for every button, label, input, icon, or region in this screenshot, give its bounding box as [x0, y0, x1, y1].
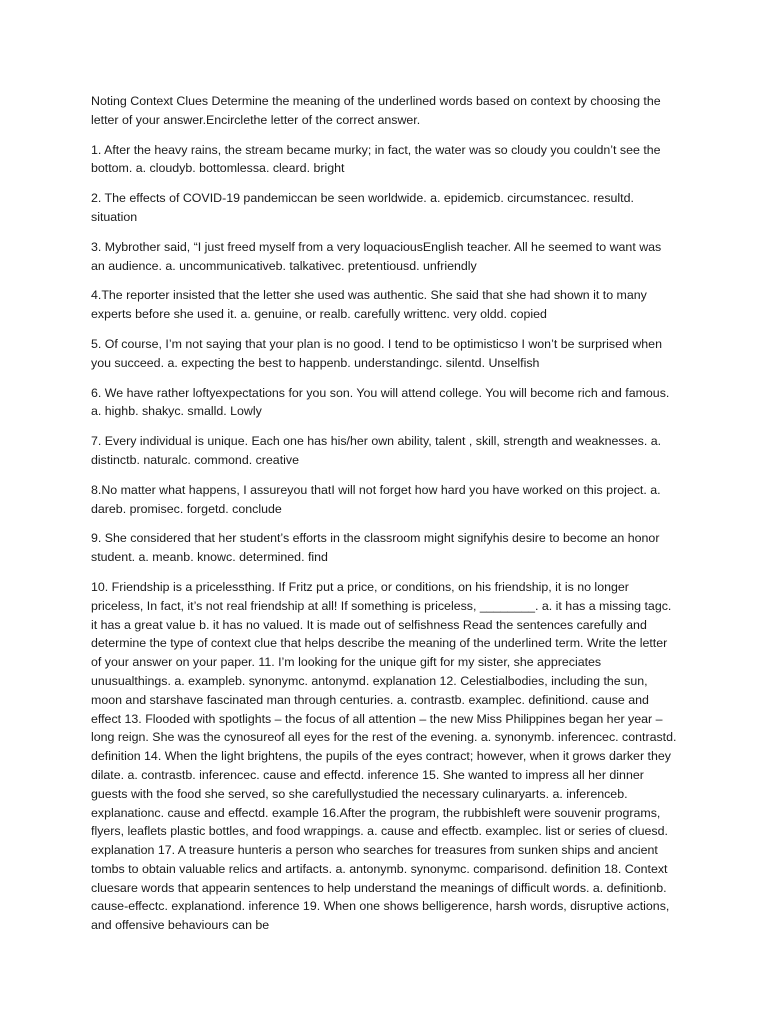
question-1: 1. After the heavy rains, the stream became murky; in fact, the water was so cloudy you couldn’t see the bottom. a. cloudyb. bottomlessa. cleard. bright — [91, 142, 661, 176]
question-7: 7. Every individual is unique. Each one has his/her own ability, talent , skill, strength and weaknesses. a. distinctb. naturalc. commond. creative — [91, 434, 662, 467]
question-8: 8.No matter what happens, I assureyou thatI will not forget how hard you have worked on this project. a. dareb. promisec. forgetd. conclude — [91, 482, 661, 516]
question-6: 6. We have rather loftyexpectations for you son. You will attend college. You will become rich and famous. a. highb. shakyc. smalld. Lowly — [91, 385, 670, 419]
question-9: 9. She considered that her student’s efforts in the classroom might signifyhis desire to become an honor student. a. meanb. knowc. determined. find — [91, 531, 660, 565]
document-body — [91, 92, 678, 935]
question-5: 5. Of course, I’m not saying that your plan is no good. I tend to be optimisticso I won’t be surprised when you succeed. a. expecting the best to happenb. understandingc. silentd. Unselfish — [91, 336, 662, 370]
questions-10-to-19: 10. Friendship is a pricelessthing. If Fritz put a price, or conditions, on his friendship, it is no longer priceless, In fact, it’s not real friendship at all! If something is priceless, ________. a. it has a missing tagc. it has a great value b. it has no valued. It is made out of selfishness Read the sentences carefully and determine the type of context clue that helps describe the meaning of the underlined term. Write the letter of your answer on your paper. 11. I’m looking for the unique gift for my sister, she appreciates unusualthings. a. exampleb. synonymc. antonymd. explanation 12. Celestialbodies, including the sun, moon and starshave fascinated man through centuries. a. contrastb. examplec. definitiond. cause and effect 13. Flooded with spotlights – the focus of all attention – the new Miss Philippines began her year – long reign. She was the cynosureof all eyes for the rest of the evening. a. synonymb. inferencec. contrastd. definition 14. When the light brightens, the pupils of the eyes contract; however, when it grows darker they dilate. a. contrastb. inferencec. cause and effectd. inference 15. She wanted to impress all her dinner guests with the food she served, so she carefullystudied the necessary culinaryarts. a. inferenceb. explanationc. cause and effectd. example 16.After the program, the rubbishleft were souvenir programs, flyers, leaflets plastic bottles, and food wrappings. a. cause and effectb. examplec. list or series of cluesd. explanation 17. A treasure hunteris a person who searches for treasures from sunken ships and ancient tombs to obtain valuable relics and artifacts. a. antonymb. synonymc. comparisond. definition 18. Context cluesare words that appearin sentences to help understand the meanings of difficult words. a. definitionb. cause-effectc. explanationd. inference 19. When one shows belligerence, harsh words, disruptive actions, and offensive behaviours can be — [91, 579, 677, 933]
question-4: 4.The reporter insisted that the letter she used was authentic. She said that she had shown it to many experts before she used it. a. genuine, or realb. carefully writtenc. very oldd. copied — [91, 288, 647, 322]
question-3: 3. Mybrother said, “I just freed myself from a very loquaciousEnglish teacher. All he seemed to want was an audience. a. uncommunicativeb. talkativec. pretentiousd. unfriendly — [91, 239, 662, 273]
instructions-paragraph: Noting Context Clues Determine the meaning of the underlined words based on context by choosing the letter of your answer.Encirclethe letter of the correct answer. — [91, 94, 661, 127]
question-2: 2. The effects of COVID-19 pandemiccan be seen worldwide. a. epidemicb. circumstancec. resultd. situation — [91, 191, 634, 224]
